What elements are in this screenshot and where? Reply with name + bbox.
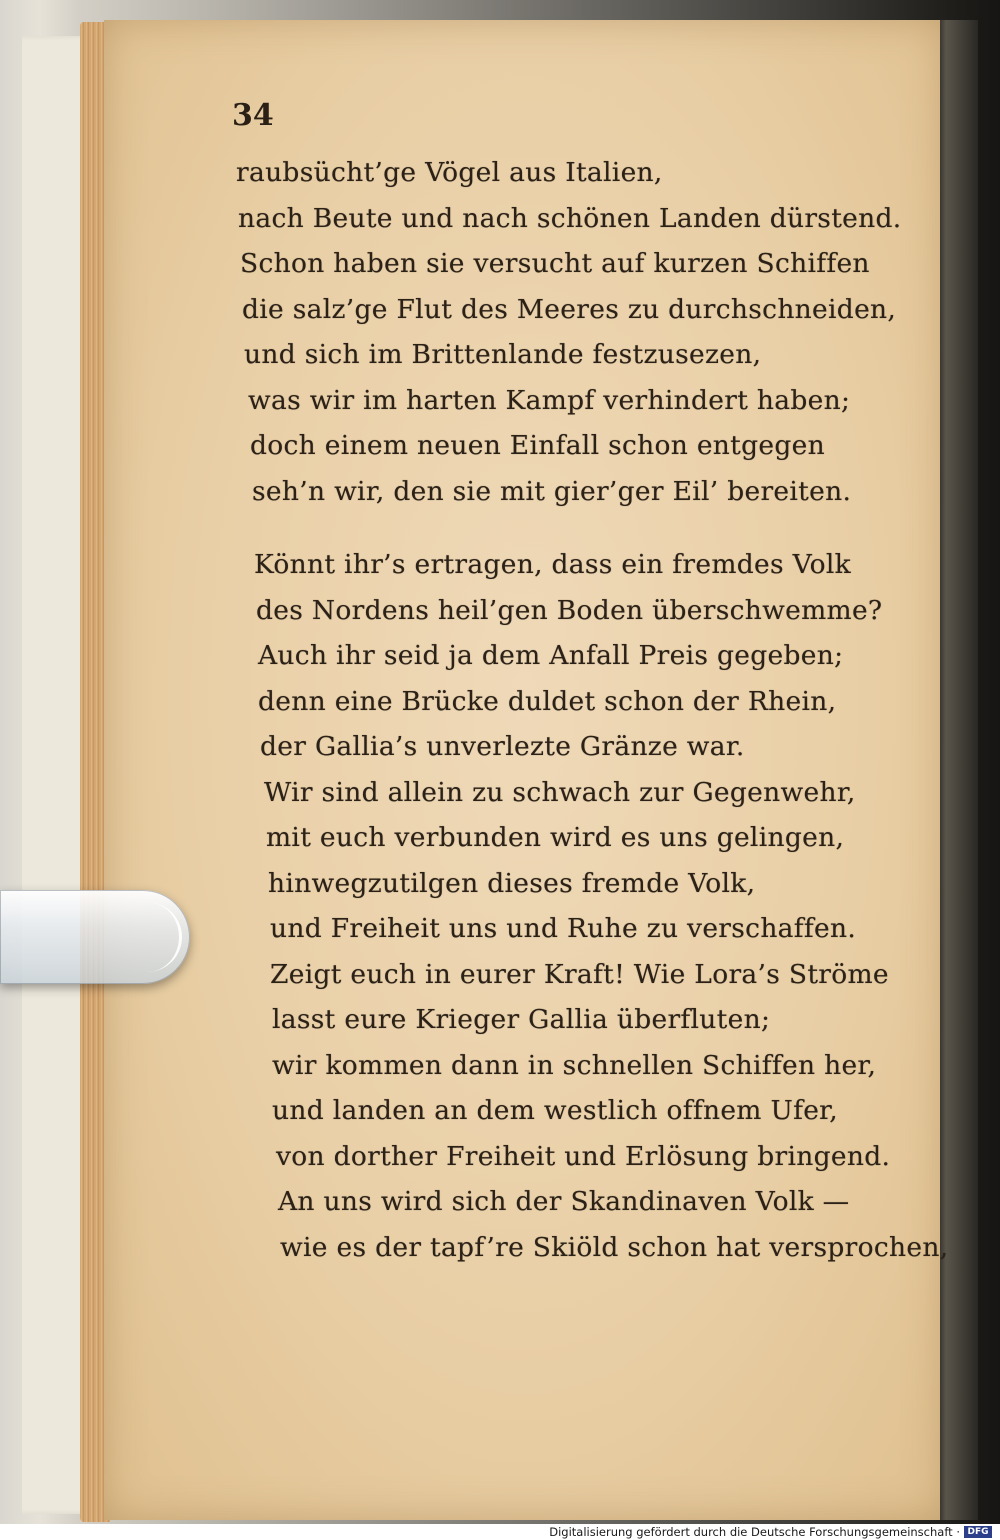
- verse-line: mit euch verbunden wird es uns gelingen,: [266, 822, 845, 853]
- verse-line: Auch ihr seid ja dem Anfall Preis gegeben;: [258, 640, 844, 671]
- verse-line: denn eine Brücke duldet schon der Rhein,: [258, 685, 837, 717]
- verse-line: nach Beute und nach schönen Landen dürstend.: [238, 202, 902, 234]
- stanza: [236, 150, 936, 514]
- verse-line: seh’n wir, den sie mit gier’ger Eil’ bereiten.: [252, 475, 852, 507]
- verse-line: wie es der tapf’re Skiöld schon hat versprochen,: [280, 1231, 949, 1263]
- verse-line: was wir im harten Kampf verhindert haben;: [248, 384, 851, 416]
- verse-line: Schon haben sie versucht auf kurzen Schiffen: [240, 248, 870, 279]
- verse-line: der Gallia’s unverlezte Gränze war.: [260, 731, 745, 762]
- ruler-tip: [139, 902, 182, 972]
- verse-line: raubsücht’ge Vögel aus Italien,: [236, 157, 663, 188]
- verse-line: Zeigt euch in eurer Kraft! Wie Lora’s Ströme: [270, 958, 889, 990]
- verse-line: und sich im Brittenlande festzusezen,: [244, 339, 762, 370]
- verse-line: von dorther Freiheit und Erlösung bringend.: [276, 1140, 891, 1172]
- verse-line: die salz’ge Flut des Meeres zu durchschneiden,: [242, 293, 897, 325]
- credit-text: Digitalisierung gefördert durch die Deutsche Forschungsgemeinschaft ·: [549, 1525, 960, 1539]
- verse-line: lasst eure Krieger Gallia überfluten;: [272, 1004, 771, 1035]
- verse-line: des Nordens heil’gen Boden überschwemme?: [256, 594, 883, 626]
- stanza: [236, 542, 949, 1270]
- credit-bar: [0, 1524, 1000, 1540]
- verse-line: und landen an dem westlich offnem Ufer,: [272, 1095, 838, 1126]
- verse-line: doch einem neuen Einfall schon entgegen: [250, 430, 825, 461]
- verse-line: Könnt ihr’s ertragen, dass ein fremdes Volk: [254, 549, 852, 580]
- verse-line: wir kommen dann in schnellen Schiffen her,: [272, 1049, 877, 1081]
- verse-text: [236, 150, 949, 1270]
- verse-line: und Freiheit uns und Ruhe zu verschaffen.: [270, 913, 857, 944]
- verse-line: An uns wird sich der Skandinaven Volk —: [278, 1186, 850, 1217]
- dfg-logo-icon: DFG: [964, 1526, 992, 1538]
- verse-line: Wir sind allein zu schwach zur Gegenwehr,: [264, 776, 856, 808]
- glass-ruler: [0, 890, 190, 984]
- stanza-gap: [236, 514, 936, 542]
- verse-line: hinwegzutilgen dieses fremde Volk,: [268, 867, 756, 899]
- page-number: 34: [232, 98, 274, 133]
